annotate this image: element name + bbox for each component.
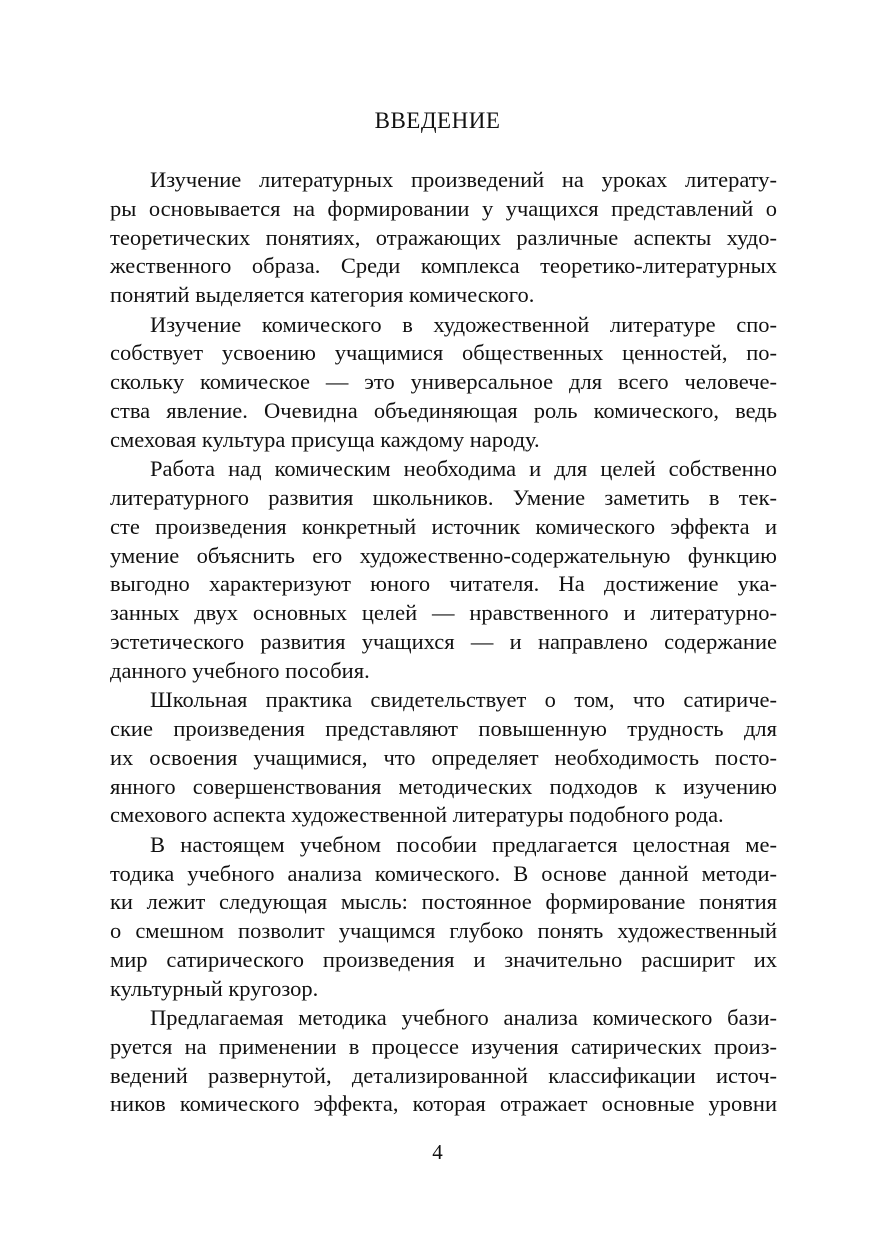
text-line: теоретических понятиях, отражающих различные аспекты худо- <box>110 224 777 250</box>
text-line: Изучение комического в художественной литературе спо- <box>150 311 777 337</box>
text-line: данного учебного пособия. <box>110 657 370 683</box>
text-line: литературного развития школьников. Умение заметить в тек- <box>110 484 777 510</box>
text-line: собствует усвоению учащимися общественных ценностей, по- <box>110 340 777 366</box>
text-line: руется на применении в процессе изучения сатирических произ- <box>110 1033 777 1059</box>
paragraph <box>110 166 777 310</box>
text-line: жественного образа. Среди комплекса теоретико-литературных <box>110 253 777 279</box>
text-line: мир сатирического произведения и значительно расширит их <box>110 946 777 972</box>
text-line: культурный кругозор. <box>110 975 319 1001</box>
body-text <box>110 166 777 1120</box>
paragraph <box>110 311 777 455</box>
text-line: ства явление. Очевидна объединяющая роль комического, ведь <box>110 397 777 423</box>
text-line: ников комического эффекта, которая отражает основные уровни <box>110 1091 777 1117</box>
chapter-heading: ВВЕДЕНИЕ <box>374 108 501 133</box>
text-line: ки лежит следующая мысль: постоянное формирование понятия <box>110 889 777 915</box>
text-line: смехового аспекта художественной литературы подобного рода. <box>110 802 724 828</box>
text-line: В настоящем учебном пособии предлагается целостная ме- <box>150 831 777 857</box>
text-line: выгодно характеризуют юного читателя. На достижение ука- <box>110 571 777 597</box>
text-line: ведений развернутой, детализированной классификации источ- <box>110 1062 777 1088</box>
text-line: понятий выделяется категория комического. <box>110 282 535 308</box>
text-line: сте произведения конкретный источник комического эффекта и <box>110 513 777 539</box>
paragraph <box>110 1004 777 1119</box>
text-line: Школьная практика свидетельствует о том, что сатириче- <box>150 687 777 713</box>
page-number: 4 <box>432 1140 443 1164</box>
paragraph <box>110 455 777 685</box>
paragraph <box>110 686 777 830</box>
text-line: ры основывается на формировании у учащихся представлений о <box>110 195 777 221</box>
text-line: ские произведения представляют повышенную трудность для <box>110 715 777 741</box>
text-line: Изучение литературных произведений на уроках литерату- <box>150 167 777 192</box>
text-line: скольку комическое — это универсальное для всего человече- <box>110 369 777 395</box>
paragraph <box>110 831 777 1004</box>
text-line: занных двух основных целей — нравственного и литературно- <box>110 600 777 626</box>
text-line: янного совершенствования методических подходов к изучению <box>110 773 777 799</box>
text-line: тодика учебного анализа комического. В основе данной методи- <box>110 860 777 886</box>
text-line: смеховая культура присуща каждому народу. <box>110 426 540 452</box>
text-line: Работа над комическим необходима и для целей собственно <box>150 456 777 482</box>
text-line: Предлагаемая методика учебного анализа комического бази- <box>150 1005 777 1031</box>
text-line: эстетического развития учащихся — и направлено содержание <box>110 628 777 654</box>
text-line: о смешном позволит учащимся глубоко понять художественный <box>110 918 777 944</box>
text-line: умение объяснить его художественно-содержательную функцию <box>110 542 777 568</box>
text-line: их освоения учащимися, что определяет необходимость посто- <box>110 744 777 770</box>
